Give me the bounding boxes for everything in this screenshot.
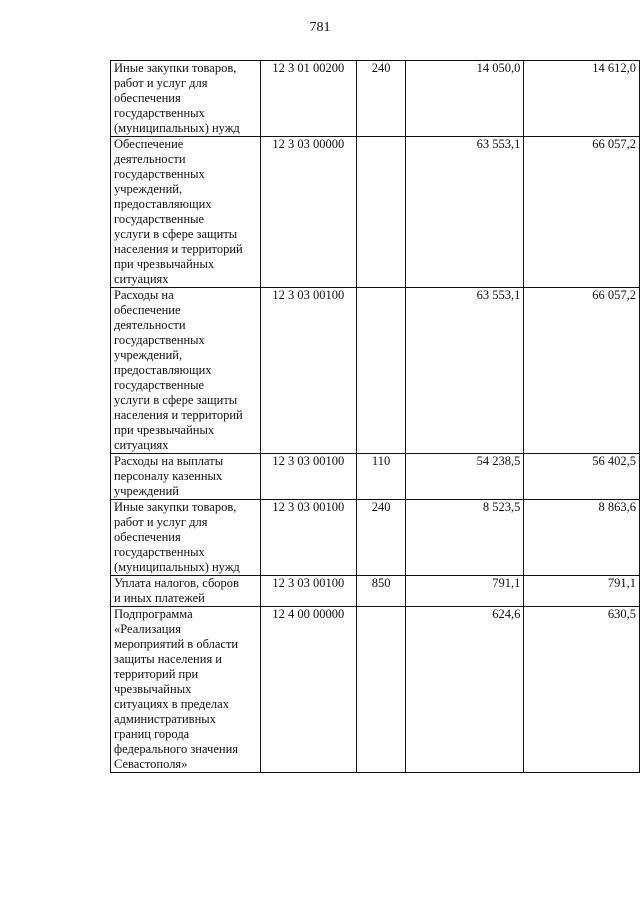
row-name-line: населения и территорий: [114, 242, 243, 256]
row-name-line: Расходы на выплаты: [114, 454, 224, 468]
table-body: [111, 61, 640, 773]
row-name-line: территорий при: [114, 667, 199, 681]
row-name-line: персоналу казенных: [114, 469, 223, 483]
row-name-line: чрезвычайных: [114, 682, 192, 696]
row-name-cell: [111, 576, 261, 607]
row-value-1-cell: 63 553,1: [406, 288, 524, 454]
row-name-line: при чрезвычайных: [114, 423, 215, 437]
row-name-line: работ и услуг для: [114, 76, 208, 90]
table-row: [111, 61, 640, 137]
page-number: 781: [309, 20, 331, 35]
row-value-1-cell: 63 553,1: [406, 137, 524, 288]
row-name-line: ситуациях: [114, 272, 169, 286]
table-row: [111, 607, 640, 773]
row-name-line: обеспечения: [114, 530, 181, 544]
row-name-cell: [111, 607, 261, 773]
row-name-line: государственных: [114, 333, 205, 347]
row-code-cell: 12 4 00 00000: [260, 607, 356, 773]
row-name-line: административных: [114, 712, 216, 726]
row-name-line: учреждений: [114, 484, 179, 498]
row-expense-type-cell: 110: [357, 454, 406, 500]
row-code-cell: 12 3 03 00100: [260, 288, 356, 454]
row-name-line: государственных: [114, 106, 205, 120]
row-name-line: и иных платежей: [114, 591, 205, 605]
row-value-1-cell: 14 050,0: [406, 61, 524, 137]
row-name-line: работ и услуг для: [114, 515, 208, 529]
row-name-cell: [111, 454, 261, 500]
row-name-line: предоставляющих: [114, 363, 212, 377]
row-expense-type-cell: 240: [357, 61, 406, 137]
row-value-2-cell: 66 057,2: [524, 288, 640, 454]
row-value-2-cell: 630,5: [524, 607, 640, 773]
row-value-2-cell: 66 057,2: [524, 137, 640, 288]
row-name-line: Обеспечение: [114, 137, 184, 151]
row-name-line: федерального значения: [114, 742, 239, 756]
row-name-line: Иные закупки товаров,: [114, 61, 237, 75]
row-value-2-cell: 791,1: [524, 576, 640, 607]
table-row: [111, 137, 640, 288]
row-name-line: Уплата налогов, сборов: [114, 576, 239, 590]
row-expense-type-cell: 240: [357, 500, 406, 576]
row-name-line: учреждений,: [114, 348, 183, 362]
row-name-line: Подпрограмма: [114, 607, 193, 621]
row-name-line: населения и территорий: [114, 408, 243, 422]
row-name-cell: [111, 500, 261, 576]
row-name-line: Севастополя»: [114, 757, 188, 771]
row-name-line: защиты населения и: [114, 652, 223, 666]
row-name-line: ситуациях в пределах: [114, 697, 229, 711]
row-name-line: государственных: [114, 167, 205, 181]
row-value-1-cell: 624,6: [406, 607, 524, 773]
row-name-line: Расходы на: [114, 288, 174, 302]
row-value-1-cell: 8 523,5: [406, 500, 524, 576]
row-name-line: (муниципальных) нужд: [114, 121, 240, 135]
row-code-cell: 12 3 03 00100: [260, 576, 356, 607]
row-expense-type-cell: 850: [357, 576, 406, 607]
row-name-line: учреждений,: [114, 182, 183, 196]
table-row: [111, 454, 640, 500]
row-name-line: услуги в сфере защиты: [114, 393, 238, 407]
row-name-line: деятельности: [114, 318, 186, 332]
row-expense-type-cell: [357, 137, 406, 288]
row-name-line: ситуациях: [114, 438, 169, 452]
row-name-line: (муниципальных) нужд: [114, 560, 240, 574]
row-name-line: государственных: [114, 545, 205, 559]
row-name-line: деятельности: [114, 152, 186, 166]
table-row: [111, 576, 640, 607]
row-code-cell: 12 3 03 00000: [260, 137, 356, 288]
row-code-cell: 12 3 01 00200: [260, 61, 356, 137]
row-value-2-cell: 14 612,0: [524, 61, 640, 137]
row-name-line: услуги в сфере защиты: [114, 227, 238, 241]
row-name-line: Иные закупки товаров,: [114, 500, 237, 514]
row-name-line: обеспечения: [114, 91, 181, 105]
row-code-cell: 12 3 03 00100: [260, 454, 356, 500]
row-name-cell: [111, 61, 261, 137]
row-value-1-cell: 54 238,5: [406, 454, 524, 500]
row-name-cell: [111, 137, 261, 288]
row-name-cell: [111, 288, 261, 454]
table-row: [111, 500, 640, 576]
row-name-line: при чрезвычайных: [114, 257, 215, 271]
row-name-line: границ города: [114, 727, 190, 741]
row-code-cell: 12 3 03 00100: [260, 500, 356, 576]
budget-table: [110, 60, 640, 773]
row-name-line: «Реализация: [114, 622, 181, 636]
row-value-2-cell: 8 863,6: [524, 500, 640, 576]
row-name-line: обеспечение: [114, 303, 181, 317]
row-expense-type-cell: [357, 288, 406, 454]
row-name-line: мероприятий в области: [114, 637, 239, 651]
row-value-2-cell: 56 402,5: [524, 454, 640, 500]
table-row: [111, 288, 640, 454]
row-name-line: предоставляющих: [114, 197, 212, 211]
row-name-line: государственные: [114, 212, 205, 226]
row-expense-type-cell: [357, 607, 406, 773]
row-value-1-cell: 791,1: [406, 576, 524, 607]
row-name-line: государственные: [114, 378, 205, 392]
